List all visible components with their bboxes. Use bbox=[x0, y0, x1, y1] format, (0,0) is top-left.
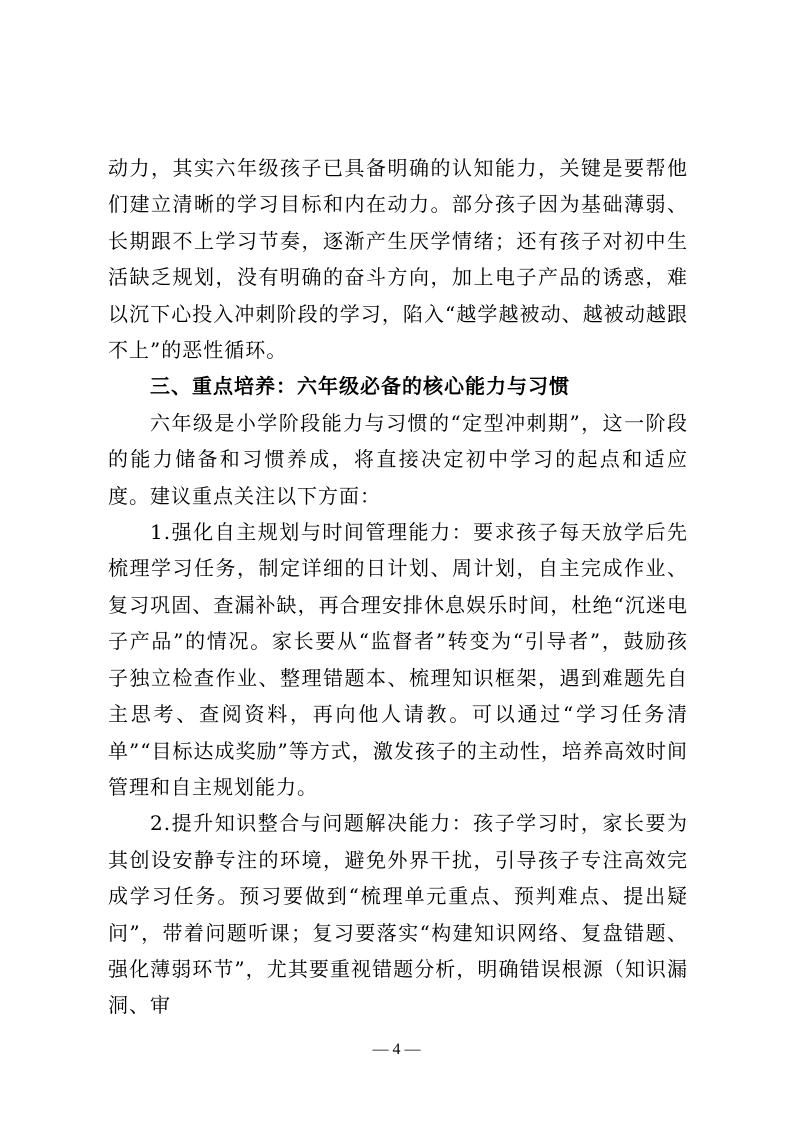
page-number: — 4 — bbox=[372, 1041, 421, 1058]
paragraph-item-2: 2.提升知识整合与问题解决能力：孩子学习时，家长要为其创设安静专注的环境，避免外界干扰，引导孩子专注高效完成学习任务。预习要做到“梳理单元重点、预判难点、提出疑问”，带着问题听课；复习要落实“构建知识网络、复盘错题、强化薄弱环节”，尤其要重视错题分析，明确错误根源（知识漏洞、审 bbox=[108, 811, 688, 1018]
paragraph-intro: 六年级是小学阶段能力与习惯的“定型冲刺期”，这一阶段的能力储备和习惯养成，将直接决定初中学习的起点和适应度。建议重点关注以下方面： bbox=[108, 410, 688, 508]
section-heading: 三、重点培养：六年级必备的核心能力与习惯 bbox=[150, 374, 570, 399]
paragraph-continuation: 动力，其实六年级孩子已具备明确的认知能力，关键是要帮他们建立清晰的学习目标和内在动力。部分孩子因为基础薄弱、长期跟不上学习节奏，逐渐产生厌学情绪；还有孩子对初中生活缺乏规划，没有明确的奋斗方向，加上电子产品的诱惑，难以沉下心投入冲刺阶段的学习，陷入“越学越被动、越被动越跟不上”的恶性循环。 bbox=[108, 156, 688, 363]
paragraph-item-1: 1.强化自主规划与时间管理能力：要求孩子每天放学后先梳理学习任务，制定详细的日计划、周计划，自主完成作业、复习巩固、查漏补缺，再合理安排休息娱乐时间，杜绝“沉迷电子产品”的情况。家长要从“监督者”转变为“引导者”，鼓励孩子独立检查作业、整理错题本、梳理知识框架，遇到难题先自主思考、查阅资料，再向他人请教。可以通过“学习任务清单”“目标达成奖励”等方式，激发孩子的主动性，培养高效时间管理和自主规划能力。 bbox=[108, 520, 688, 799]
body-text bbox=[108, 150, 688, 1024]
